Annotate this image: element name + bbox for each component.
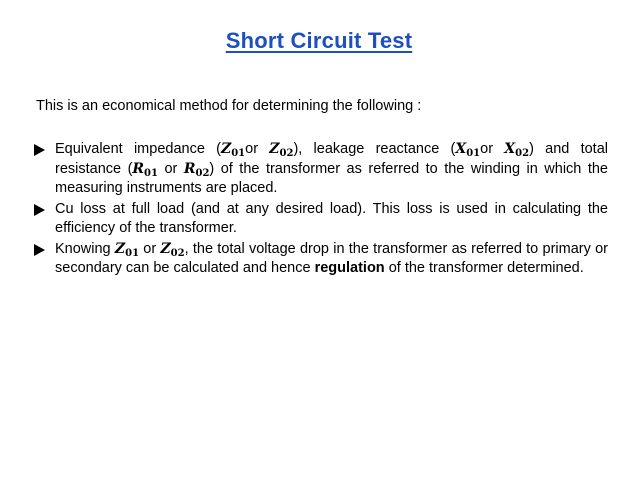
symbol-z01: $Z_{01}$ [220, 141, 246, 159]
arrow-bullet-icon [34, 144, 45, 156]
page-title: Short Circuit Test [225, 28, 413, 53]
bullet-text: or [139, 240, 161, 257]
symbol-z02: $Z_{02}$ [160, 240, 185, 259]
symbol-x02: $X_{02}$ [504, 141, 530, 159]
arrow-bullet-icon [34, 204, 45, 216]
bullet-list [34, 140, 608, 280]
bullet-text: ) and total resistance ( [55, 141, 608, 177]
bullet-text: , the total voltage drop in the transformer as referred to primary or secondary can be calculated and hence [55, 240, 608, 276]
bullet-equivalent-impedance [34, 140, 608, 199]
symbol-r02: $R_{02}$ [183, 160, 210, 179]
bullet-text: Equivalent impedance ( [55, 141, 221, 157]
regulation-term: regulation [314, 260, 385, 276]
symbol-z02: $Z_{02}$ [269, 141, 294, 159]
bullet-cu-loss [34, 200, 608, 239]
intro-text: This is an economical method for determining the following : [36, 98, 422, 114]
bullet-text: or [245, 141, 270, 157]
bullet-text: ), leakage reactance ( [293, 141, 456, 157]
bullet-text: Cu loss at full load (and at any desired load). This loss is used in calculating the efficiency of the transformer. [55, 200, 608, 236]
bullet-text: Knowing [55, 240, 115, 257]
symbol-z01: $Z_{01}$ [114, 240, 140, 259]
symbol-x01: $X_{01}$ [455, 141, 481, 159]
bullet-knowing-z [34, 240, 608, 279]
arrow-bullet-icon [34, 244, 45, 256]
bullet-text: of the transformer determined. [384, 260, 584, 276]
symbol-r01: $R_{01}$ [132, 160, 158, 179]
bullet-text: or [480, 141, 505, 157]
bullet-text: or [157, 160, 184, 177]
bullet-text: ) of the transformer as referred to the winding in which the measuring instruments are placed. [55, 160, 608, 196]
